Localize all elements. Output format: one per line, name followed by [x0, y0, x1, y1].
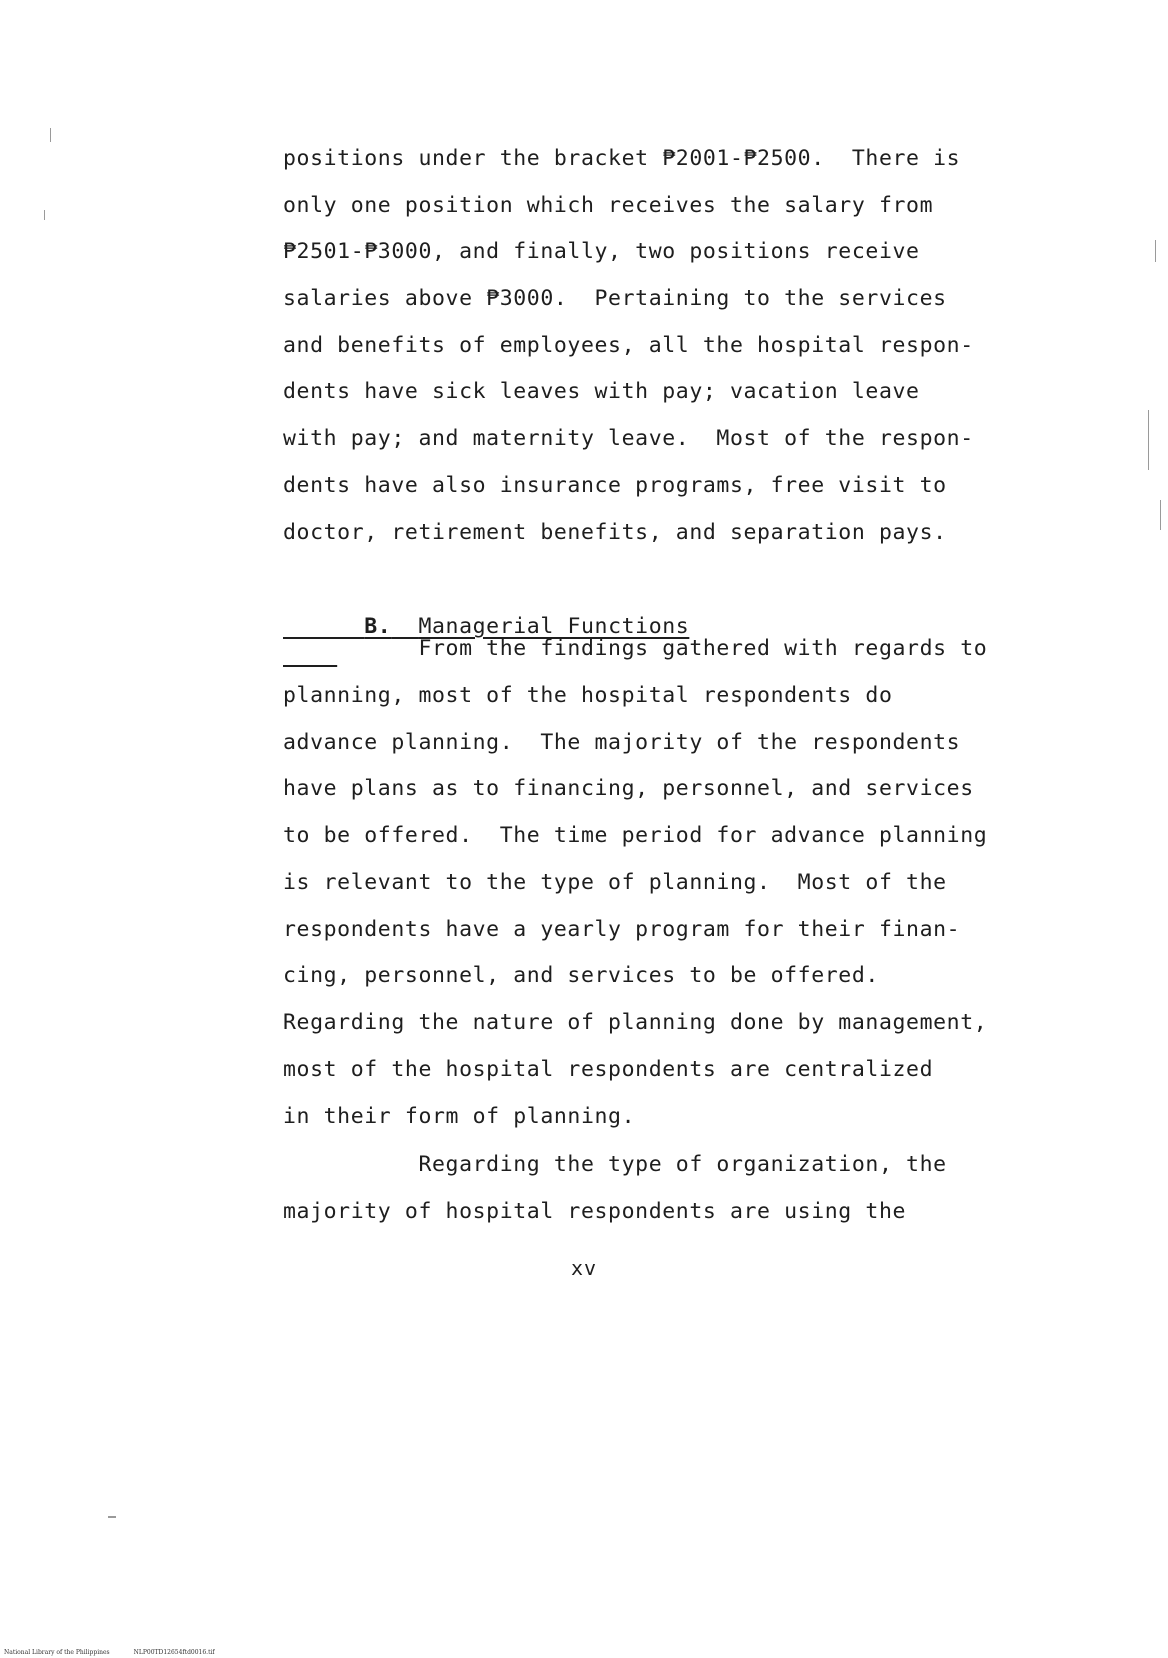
paragraph-line: most of the hospital respondents are centralized — [283, 1057, 934, 1082]
scan-speck — [50, 128, 51, 142]
paragraph-line: Regarding the type of organization, the — [283, 1152, 947, 1177]
paragraph-line: respondents have a yearly program for their finan- — [283, 917, 961, 942]
scan-speck — [1155, 240, 1156, 262]
scan-speck — [108, 1516, 116, 1518]
section-title: Managerial Functions — [418, 614, 690, 639]
paragraph-line: dents have sick leaves with pay; vacation leave — [283, 379, 920, 404]
scan-footer — [4, 1649, 239, 1656]
paragraph-line: planning, most of the hospital respondents do — [283, 683, 893, 708]
page-number: xv — [570, 1256, 598, 1280]
paragraph-line: with pay; and maternity leave. Most of the respon- — [283, 426, 974, 451]
footer-library: National Library of the Philippines — [4, 1649, 110, 1656]
paragraph-line: is relevant to the type of planning. Most of the — [283, 870, 947, 895]
paragraph-line: doctor, retirement benefits, and separation pays. — [283, 520, 947, 545]
paragraph-line: Regarding the nature of planning done by management, — [283, 1010, 988, 1035]
paragraph-line: cing, personnel, and services to be offered. — [283, 963, 879, 988]
paragraph-line: dents have also insurance programs, free visit to — [283, 473, 947, 498]
scan-speck — [1160, 500, 1161, 530]
paragraph-line: advance planning. The majority of the respondents — [283, 730, 961, 755]
scan-speck — [1148, 410, 1149, 470]
paragraph-line: positions under the bracket ₱2001-₱2500. There is — [283, 146, 961, 171]
paragraph-line: ₱2501-₱3000, and finally, two positions receive — [283, 239, 920, 264]
paragraph-line: majority of hospital respondents are using the — [283, 1199, 907, 1224]
paragraph-line: salaries above ₱3000. Pertaining to the services — [283, 286, 947, 311]
paragraph-line: and benefits of employees, all the hospital respon- — [283, 333, 974, 358]
paragraph-line: to be offered. The time period for advance planning — [283, 823, 988, 848]
paragraph-line: in their form of planning. — [283, 1104, 636, 1129]
footer-file: NLP00TD12654ftd0016.tif — [133, 1649, 215, 1656]
paragraph-line: From the findings gathered with regards to — [283, 636, 988, 661]
section-letter: B. — [364, 614, 392, 639]
paragraph-line: only one position which receives the salary from — [283, 193, 934, 218]
scan-speck — [44, 210, 45, 220]
paragraph-line: have plans as to financing, personnel, and services — [283, 776, 974, 801]
